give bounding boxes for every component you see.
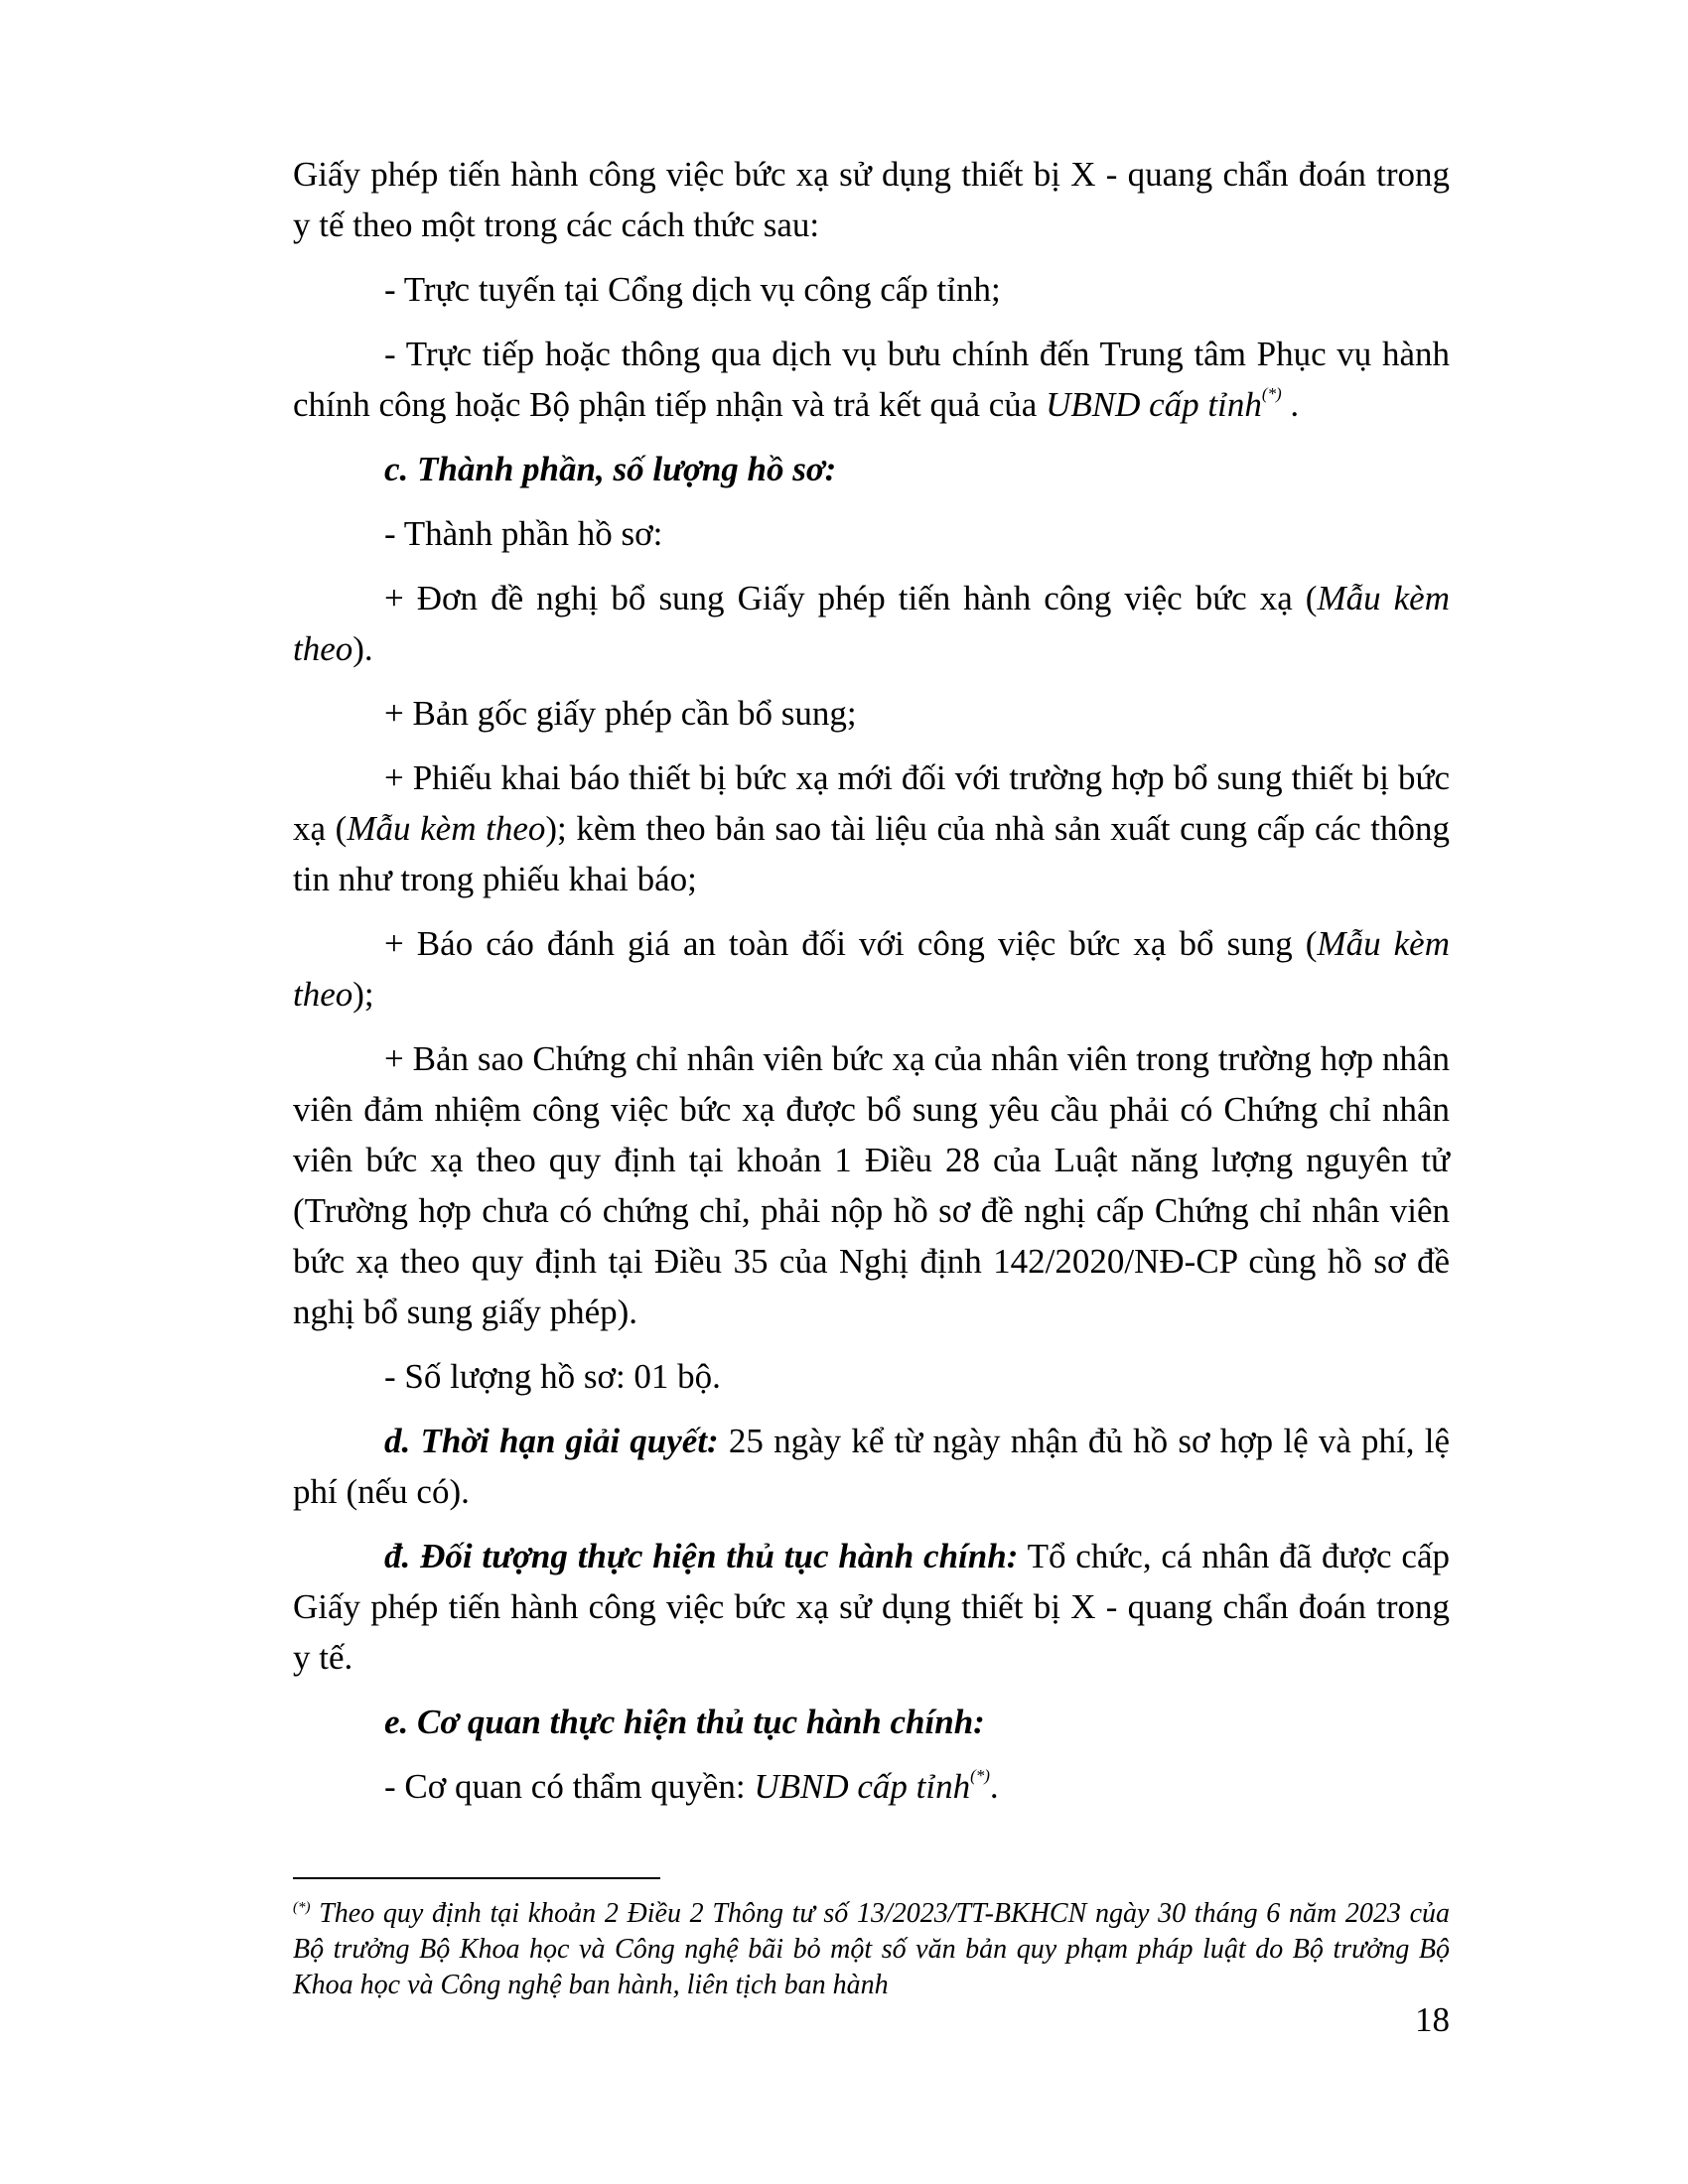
paragraph-declaration — [293, 752, 1450, 904]
form-ref: Mẫu kèm theo — [293, 924, 1450, 1014]
paragraph-subjects — [293, 1531, 1450, 1683]
text: - Trực tiếp hoặc thông qua dịch vụ bưu chính đến Trung tâm Phục vụ hành chính công hoặc Bộ phận tiếp nhận và trả kết quả của — [293, 335, 1450, 424]
paragraph-online: - Trực tuyến tại Cổng dịch vụ công cấp tỉnh; — [384, 270, 1001, 309]
heading-dd: đ. Đối tượng thực hiện thủ tục hành chính: — [384, 1537, 1019, 1575]
text: 25 ngày kể từ ngày nhận đủ hồ sơ hợp lệ và phí, lệ phí (nếu có). — [293, 1422, 1450, 1511]
text: + Phiếu khai báo thiết bị bức xạ mới đối với trường hợp bổ sung thiết bị bức xạ ( — [293, 758, 1450, 848]
paragraph-form — [293, 573, 1450, 674]
paragraph-intro: Giấy phép tiến hành công việc bức xạ sử dụng thiết bị X - quang chẩn đoán trong y tế theo một trong các cách thức sau: — [293, 155, 1450, 244]
text: ); kèm theo bản sao tài liệu của nhà sản xuất cung cấp các thông tin như trong phiếu khai báo; — [293, 809, 1450, 898]
paragraph-report — [293, 918, 1450, 1020]
heading-d: d. Thời hạn giải quyết: — [384, 1422, 719, 1460]
paragraph-quantity: - Số lượng hồ sơ: 01 bộ. — [384, 1357, 721, 1396]
heading-e: e. Cơ quan thực hiện thủ tục hành chính: — [384, 1703, 985, 1741]
agency-name: UBND cấp tỉnh — [754, 1767, 971, 1806]
footnote — [293, 1896, 1450, 2003]
paragraph-direct — [293, 329, 1450, 430]
paragraph-certificate: + Bản sao Chứng chỉ nhân viên bức xạ của nhân viên trong trường hợp nhân viên đảm nhiệm công việc bức xạ được bổ sung yêu cầu phải có Chứng chỉ nhân viên bức xạ theo quy định tại khoản 1 Điều 28 của Luật năng lượng nguyên tử (Trường hợp chưa có chứng chỉ, phải nộp hồ sơ đề nghị cấp Chứng chỉ nhân viên bức xạ theo quy định tại Điều 35 của Nghị định 142/2020/NĐ-CP cùng hồ sơ đề nghị bổ sung giấy phép). — [293, 1039, 1450, 1331]
paragraph-components: - Thành phần hồ sơ: — [384, 514, 663, 553]
footnote-ref: (*) — [1261, 384, 1282, 404]
paragraph-original: + Bản gốc giấy phép cần bổ sung; — [384, 694, 857, 733]
form-ref: Mẫu kèm theo — [293, 579, 1450, 668]
footnote-mark: (*) — [293, 1899, 311, 1916]
form-ref: Mẫu kèm theo — [347, 809, 546, 848]
text: - Cơ quan có thẩm quyền: — [384, 1767, 755, 1806]
footnote-separator — [293, 1877, 660, 1879]
text: + Đơn đề nghị bổ sung Giấy phép tiến hành công việc bức xạ ( — [384, 579, 1318, 617]
text: ). — [352, 629, 373, 668]
text: . — [989, 1767, 999, 1806]
footnote-ref: (*) — [970, 1766, 990, 1786]
paragraph-deadline — [293, 1416, 1450, 1517]
text: ); — [352, 975, 374, 1014]
agency-name: UBND cấp tỉnh — [1046, 385, 1262, 424]
page-number: 18 — [1415, 2000, 1450, 2039]
heading-c: c. Thành phần, số lượng hồ sơ: — [384, 450, 837, 488]
footnote-text: Theo quy định tại khoản 2 Điều 2 Thông tư số 13/2023/TT-BKHCN ngày 30 tháng 6 năm 2023 của Bộ trưởng Bộ Khoa học và Công nghệ bãi bỏ một số văn bản quy phạm pháp luật do Bộ trưởng Bộ Khoa học và Công nghệ ban hành, liên tịch ban hành — [293, 1898, 1450, 2000]
text: . — [1281, 385, 1300, 424]
paragraph-authority — [293, 1761, 1450, 1812]
text: + Báo cáo đánh giá an toàn đối với công việc bức xạ bổ sung ( — [384, 924, 1318, 963]
body-text — [293, 149, 1450, 1826]
text: Tổ chức, cá nhân đã được cấp Giấy phép tiến hành công việc bức xạ sử dụng thiết bị X - quang chẩn đoán trong y tế. — [293, 1537, 1450, 1677]
